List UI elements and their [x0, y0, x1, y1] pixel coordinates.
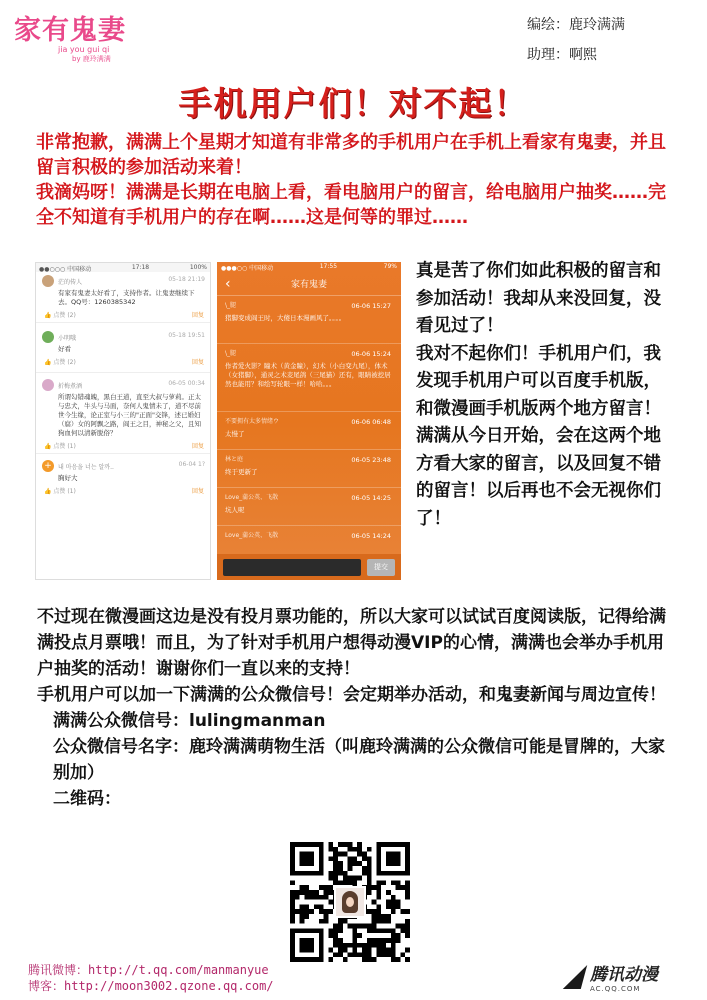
announcement-text: [37, 604, 677, 812]
comment-author: Love_蒲公英、飞散: [225, 494, 279, 501]
carrier: ●●●○○ 中国移动: [221, 265, 274, 272]
comment-time: 06-05 14:24: [351, 532, 391, 540]
plus-icon[interactable]: +: [42, 460, 54, 472]
comment-body: 终于更新了: [225, 468, 258, 476]
battery: 79%: [383, 263, 397, 270]
thumbs-up-icon[interactable]: 👍: [44, 488, 52, 495]
comment-author: \_腿: [225, 302, 237, 309]
battery: 100%: [189, 264, 207, 271]
apology-paragraph: 我对不起你们！手机用户们，我发现手机用户可以百度手机版，和微漫画手机版两个地方留言！满满从今日开始，会在这两个地方看大家的留言，以及回复不错的留言！以后再也不会无视你们了！: [416, 343, 661, 529]
comment-time: 06-05 14:25: [351, 494, 391, 502]
announcement-paragraph: 手机用户可以加一下满满的公众微信号！会定期举办活动，和鬼妻新闻与周边宣传！: [37, 685, 666, 705]
comment-item: [36, 454, 210, 498]
comment-item: [217, 450, 401, 488]
comment-input[interactable]: [223, 559, 361, 576]
avatar: [42, 275, 54, 287]
avatar: [42, 331, 54, 343]
thumbs-up-icon[interactable]: 👍: [44, 443, 52, 450]
comment-body: 好看: [58, 345, 71, 353]
comment-body: 作者爱火影？瞳术（黄金瞳），幻术（小白变九尾），体术（女猪脚），通灵之术麦尾鸽（三尾猫）还有，眼睛被挖居然也能用？和绘写轮眼一样！哈哈。。。: [225, 362, 391, 388]
like-count[interactable]: 点赞 (1): [53, 443, 76, 450]
comment-time: 05-18 21:19: [168, 276, 205, 283]
tencent-comic-logo: [566, 960, 658, 993]
thumbs-up-icon[interactable]: 👍: [44, 359, 52, 366]
comment-time: 06-05 00:34: [168, 380, 205, 387]
clock: 17:18: [131, 264, 150, 271]
comment-item: [36, 373, 210, 454]
comment-body: 太慢了: [225, 430, 245, 438]
comment-item: [217, 344, 401, 412]
like-count[interactable]: 点赞 (2): [53, 312, 76, 319]
footer-links: [28, 962, 274, 994]
credit-artist: 编绘：鹿玲满满: [527, 17, 625, 33]
reply-button[interactable]: 回复: [191, 488, 204, 495]
clock: 17:55: [319, 263, 338, 270]
phone-screenshot-weimanhua: [217, 262, 401, 580]
back-arrow-icon[interactable]: ‹: [225, 275, 231, 292]
comment-item: [217, 412, 401, 450]
apology-paragraph: 真是苦了你们如此积极的留言和参加活动！我却从来没回复，没看见过了！: [416, 261, 661, 336]
brand-url: AC.QQ.COM: [590, 985, 641, 993]
comment-author: 茫的传人: [58, 278, 83, 286]
avatar: [42, 379, 54, 391]
reply-button[interactable]: 回复: [191, 443, 204, 450]
comment-author: 不要拥有太多情绪ウ: [225, 418, 280, 425]
comment-item: [36, 272, 210, 323]
comment-author: 小明哦: [58, 334, 77, 342]
phone-screenshot-baidu: [35, 262, 211, 580]
comment-author: 내 마음을 너는 알까..: [58, 463, 114, 471]
intro-text: [36, 130, 676, 230]
tencent-comic-icon: [563, 965, 587, 989]
qr-avatar: [334, 886, 366, 918]
logo: [14, 8, 164, 70]
logo-pinyin: jia you gui qi: [58, 45, 110, 54]
weibo-link[interactable]: 腾讯微博：http://t.qq.com/manmanyue: [28, 963, 269, 977]
qr-label: 二维码：: [53, 789, 121, 809]
like-count[interactable]: 点赞 (2): [53, 359, 76, 366]
comment-item: [217, 296, 401, 344]
comment-item: [217, 488, 401, 526]
brand-name: 腾讯动漫: [590, 965, 658, 985]
logo-byline: by 鹿玲满满: [72, 55, 111, 63]
like-count[interactable]: 点赞 (1): [53, 488, 76, 495]
comment-author: Love_蒲公英、飞散: [225, 532, 279, 539]
intro-paragraph: 非常抱歉，满满上个星期才知道有非常多的手机用户在手机上看家有鬼妻，并且留言积极的参加活动来着！: [36, 132, 666, 178]
comment-body: 坑人呢: [225, 506, 245, 514]
blog-link[interactable]: 博客：http://moon3002.qzone.qq.com/: [28, 979, 274, 993]
thumbs-up-icon[interactable]: 👍: [44, 312, 52, 319]
comment-body: 所谓勾错魂魄，黑白王道，直至大叔与萝莉。正太与忠犬，牛头与马面，奈何人鬼情未了，道不尽前世今生缘，论正室与小三的"正面"交锋，述已婚妇（腐）女的阿飘之路，阎王之目，神秘之父，且知狗血何以清新脱俗？: [58, 393, 201, 437]
wechat-id: 满满公众微信号：lulingmanman: [53, 711, 326, 731]
nav-bar: [217, 272, 401, 296]
intro-paragraph: 我滴妈呀！满满是长期在电脑上看，看电脑用户的留言，给电脑用户抽奖……完全不知道有手机用户的存在啊……这是何等的罪过……: [36, 182, 666, 228]
comment-time: 06-06 06:48: [351, 418, 391, 426]
comment-author: 林と庭: [225, 456, 244, 463]
wechat-name: 公众微信号名字：鹿玲满满萌物生活（叫鹿玲满满的公众微信可能是冒牌的，大家别加）: [53, 737, 665, 783]
reply-button[interactable]: 回复: [191, 312, 204, 319]
status-bar: [36, 263, 210, 272]
credits: [527, 10, 625, 70]
comment-input-bar: [217, 554, 401, 580]
comment-item: [36, 323, 210, 373]
comment-time: 06-06 15:24: [351, 350, 391, 358]
carrier: ●●○○○ 中国移动: [39, 266, 92, 273]
comment-body: 有家有鬼妻太好看了，支持作者。让鬼妻继续下去。QQ号：1260385342: [58, 289, 195, 306]
comment-time: 05-18 19:51: [168, 332, 205, 339]
comment-body: 猪脚变成阎王时，大傻日本漫画风了。。。。: [225, 314, 346, 322]
credit-assistant: 助理：啊熙: [527, 47, 597, 63]
page-title: 手机用户们！对不起！: [178, 84, 529, 123]
announcement-paragraph: 不过现在微漫画这边是没有投月票功能的，所以大家可以试试百度阅读版，记得给满满投点月票哦！而且，为了针对手机用户想得动漫VIP的心情，满满也会举办手机用户抽奖的活动！谢谢你们一直以来的支持！: [37, 607, 666, 679]
status-bar: [217, 262, 401, 272]
comment-time: 06-05 23:48: [351, 456, 391, 464]
comment-author: 折梅煮酒: [58, 382, 83, 390]
comment-body: 胸好大: [58, 474, 78, 482]
comment-time: 06-06 15:27: [351, 302, 391, 310]
apology-text: [416, 258, 678, 533]
comment-item: [217, 526, 401, 546]
comment-time: 06-04 1?: [178, 461, 205, 468]
submit-button[interactable]: 提交: [367, 559, 395, 576]
comment-author: \_腿: [225, 350, 237, 357]
nav-title: 家有鬼妻: [290, 280, 327, 290]
reply-button[interactable]: 回复: [191, 359, 204, 366]
logo-title: 家有鬼妻: [14, 15, 126, 46]
